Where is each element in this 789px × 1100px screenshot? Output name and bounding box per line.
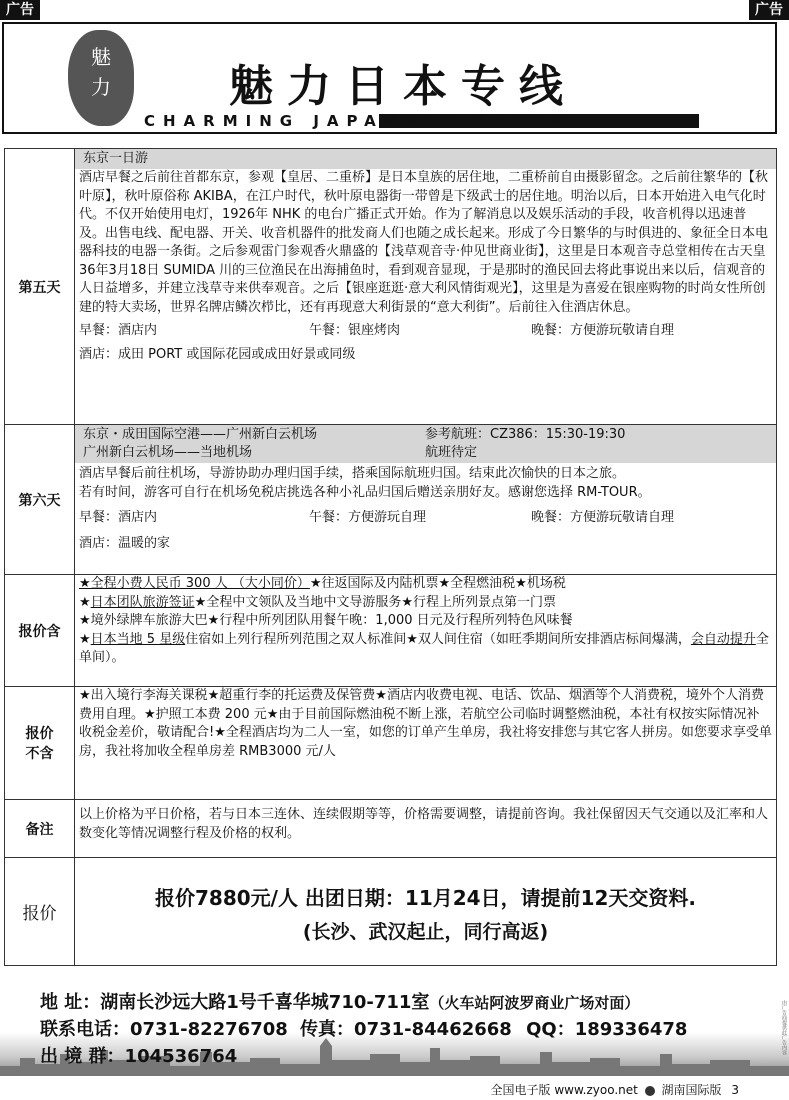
day5-hotel: 酒店：成田 PORT 或国际花园或成田好景或同级 [79,347,356,362]
price-main: 报价7880元/人 出团日期：11月24日，请提前12天交资料. [154,886,697,910]
includes-content [75,575,777,687]
group-value: 104536764 [124,1046,238,1067]
banner-title: 魅力日本专线 [229,61,577,112]
address-value: 湖南长沙远大路1号千喜华城710-711室 [100,992,430,1013]
day6-lunch: 午餐：方便游玩自理 [309,510,427,525]
day6-flight-header [75,425,776,463]
includes-line-2 [79,594,772,613]
includes-label: 报价含 [5,575,75,687]
includes-guide: ★全程中文领队及当地中文导游服务★行程上所列景点第一门票 [194,594,556,610]
excludes-label-2: 不含 [25,746,54,762]
title-banner [2,22,777,134]
includes-line-4 [79,631,772,668]
day5-label: 第五天 [5,149,75,425]
includes-single: 全单间）。 [79,631,769,665]
price-content [75,858,777,966]
day6-meals [79,508,772,528]
page-number: 3 [731,1083,739,1097]
fax-label: 传真： [300,1019,355,1040]
day5-meals [79,321,772,341]
phone-value: 0731-82276708 [130,1019,288,1040]
includes-hotel: 住宿如上列行程所列范围之双人标准间★双人间住宿（如旺季期间所安排酒店标间爆满， [185,631,691,647]
notes-row [5,800,777,858]
day6-hotel: 酒店：温暖的家 [79,536,171,551]
includes-star: ★ [79,594,91,610]
day6-route-2: 广州新白云机场——当地机场 [83,445,253,460]
includes-line-1 [79,575,772,594]
group-line [40,1042,237,1068]
day6-breakfast: 早餐：酒店内 [79,510,158,525]
includes-upgrade: 会自动提升 [690,631,756,647]
excludes-label [5,687,75,800]
side-note: 由广告商提供此广告内容 [781,1000,787,1055]
ad-label-left: 广告 [0,0,40,20]
notes-content: 以上价格为平日价格，若与日本三连休、连续假期等等，价格需要调整，请提前咨询。我社保留因天气交通以及汇率和人数变化等情况调整行程及价格的权利。 [75,800,777,858]
price-sub: (长沙、武汉起止，同行高返) [302,921,549,943]
excludes-row [5,687,777,800]
qq-value: 189336478 [574,1019,688,1040]
day6-row [5,425,777,575]
logo-char-2: 力 [91,75,111,99]
day6-route-1: 东京・成田国际空港——广州新白云机场 [83,427,318,442]
day5-header: 东京一日游 [75,149,776,169]
ad-label-right: 广告 [749,0,789,20]
includes-row [5,575,777,687]
includes-star-2: ★ [79,631,91,647]
page-footer [491,1081,740,1098]
phone-label: 联系电话： [40,1019,130,1040]
region-label: 湖南国际版 [661,1083,722,1097]
price-row [5,858,777,966]
day6-flight-1: 参考航班：CZ386：15:30-19:30 [425,427,626,442]
day6-description-1: 酒店早餐后前往机场，导游协助办理归国手续，搭乘国际航班归国。结束此次愉快的日本之旅。 [79,466,626,481]
day5-row [5,149,777,425]
notes-label: 备注 [5,800,75,858]
itinerary-table [4,148,777,966]
bullet-icon [645,1086,655,1096]
qq-label: QQ： [526,1019,575,1040]
banner-subtitle: CHARMING JAPANESE GREEN [144,112,570,130]
day5-lunch: 午餐：银座烤肉 [309,323,401,338]
includes-line-3: ★境外绿牌车旅游大巴★行程中所列团队用餐午晚：1,000 日元及行程所列特色风味餐 [79,613,573,628]
includes-visa: 日本团队旅游签证 [90,594,195,610]
edition-link[interactable]: 全国电子版 www.zyoo.net [490,1083,638,1097]
brand-logo [68,30,134,126]
price-label: 报价 [5,858,75,966]
fax-value: 0731-84462668 [354,1019,512,1040]
address-label: 地 址： [40,992,101,1013]
address-note: （火车站阿波罗商业广场对面） [429,994,640,1012]
group-label: 出 境 群： [40,1046,125,1067]
day5-dinner: 晚餐：方便游玩敬请自理 [531,323,675,338]
excludes-content: ★出入境行李海关课税★超重行李的托运费及保管费★酒店内收费电视、电话、饮品、烟酒等个人消费税，境外个人消费费用自理。★护照工本费 200 元★由于目前国际燃油税不断上涨，若航空公司临时调整燃油税，本社有权按实际情况补收税金差价，敬请配合!★全程酒店均为二人一室，如您的订单产生单房，我社将安排您与其它客人拼房。如您要求享受单房，我社将加收全程单房差 RMB3000 元/人 [75,687,777,800]
day5-content [75,149,777,425]
address-line [40,988,639,1014]
includes-tip: ★全程小费人民币 300 人 （大小同价） [79,576,310,591]
excludes-label-1: 报价 [25,726,54,742]
includes-tickets: ★往返国际及内陆机票★全程燃油税★机场税 [309,576,566,591]
phone-line [40,1015,687,1041]
day6-label: 第六天 [5,425,75,575]
day5-description: 酒店早餐之后前往首都东京，参观【皇居、二重桥】是日本皇族的居住地，二重桥前自由摄影留念。之后前往繁华的【秋叶原】，秋叶原俗称 AKIBA，在江户时代，秋叶原电器街一带曾是下级武士的居住地。明治以后，日本开始进入电气化时代。不仅开始使用电灯，1926年 NHK 的电台广播正式开始。作为了解消息以及娱乐活动的手段，收音机得以迅速普及。出售电线、配电器、开关、收音机器件的批发商人们也随之成长起来。形成了今日繁华的与时俱进的、象征全日本电器科技的电器一条街。之后参观雷门参观香火鼎盛的【浅草观音寺·仲见世商业街】，这里是日本观音寺总堂相传在古天皇36年3月18日 SUMIDA 川的三位渔民在出海捕鱼时，看到观音显现，于是那时的渔民回去将此事说出来以后，信观音的人日益增多，并建立浅草寺来供奉观音。之后【银座逛逛·意大利风情街观光】，这里是为喜爱在银座购物的时尚女性所创建的特大卖场，世界名牌店鳞次栉比，还有再现意大利街景的“意大利街”。后前往入住酒店休息。 [79,170,769,315]
day6-content [75,425,777,575]
includes-hotel-grade: 日本当地 5 星级 [90,631,186,647]
day6-dinner: 晚餐：方便游玩敬请自理 [531,510,675,525]
day5-breakfast: 早餐：酒店内 [79,323,158,338]
logo-char-1: 魅 [91,45,111,69]
day6-description-2: 若有时间，游客可自行在机场免税店挑选各种小礼品归国后赠送亲朋好友。感谢您选择 RM-TOUR。 [79,484,651,500]
day6-flight-2: 航班待定 [425,445,478,460]
